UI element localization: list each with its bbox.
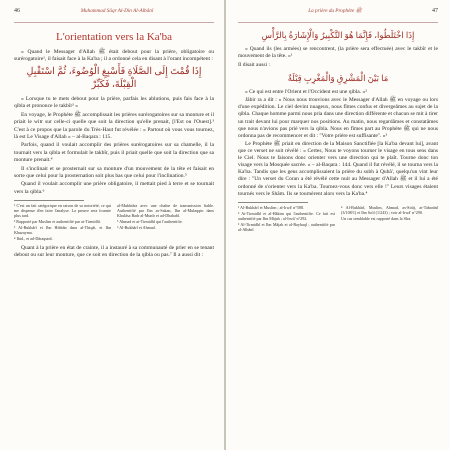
footnotes-left: [14, 203, 214, 242]
chapter-title: L'orientation vers la Ka'ba: [55, 31, 173, 43]
paragraph: Jâbir ra a dit : « Nous nous trouvions avec le Messager d'Allah ﷺ en voyage ou lors d'une expédition. Le ciel devint nuageux, nous fîmes confus et divergeâmes au sujet de la qibla. Chaque homme parmi nous pria dans une direction différente et chacun se mit à tirer un trait devant lui pour marquer nos positions. Au matin, nous regardâmes et constatâmes que nous n'avions pas prié vers la qibla. Nous en fîmes part au Prophète ﷺ qui ne nous ordonna pas de recommencer et dit : "Votre prière est suffisante". »³: [238, 97, 438, 139]
footnote: ² At-Tirmidhî et al-Hâkim qui l'authentifie. Ce fait est authentifié par Ibn Mâjah ; al-Irwâ' n°292.: [238, 211, 335, 222]
footnote: ³ Al-Tirmidhî et Ibn Mâjah et al-Bayhaqî ; authentifié par al-Albânî.: [238, 222, 335, 233]
arabic-quote: إِذَا قُمْتَ إِلَى الصَّلَاةِ فَأَسْبِغِ الْوُضُوءَ، ثُمَّ اسْتَقْبِلِ الْقِبْلَةَ، فَكَبِّرْ: [26, 67, 202, 91]
footnote: al-Mukhtâra avec une chaîne de transmission fiable. Authentifié par Ibn as-Sakan, Ibn al-Mulaqqin dans Khulâsa Badr al-Munîr et ad-Dhahabî.: [117, 203, 214, 219]
paragraph: Quant à la prière en état de crainte, il a instauré à sa communauté de prier en se tenant debout ou sur leur monture, que ce soit en direction de la qibla ou pas.⁷ Il a aussi dit :: [14, 245, 214, 259]
footnote: ³ Al-Bukhârî et Ibn Hibbân dans al-Thiqât, et Ibn Khuzayma.: [14, 225, 111, 236]
arabic-quote: مَا بَيْنَ الْمَشْرِقِ وَالْمَغْرِبِ قِبْلَةٌ: [287, 72, 389, 83]
footnotes-right: [238, 205, 438, 233]
page-number-right: 47: [431, 8, 438, 14]
footnote: ¹ C'est un fait catégorique en raison de sa notoriété, ce qui me dispense d'en faire l'analyse. La preuve sera fournie plus tard.: [14, 203, 111, 219]
footnote: ⁴ Ibid., et ad-Dâraqutnî.: [14, 236, 53, 242]
paragraph: « Lorsque tu te mets debout pour la prière, parfais les ablutions, puis fais face à la qibla et prononce le takbîr² »: [14, 96, 214, 110]
paragraph: « Quand le Messager d'Allah ﷺ était debout pour la prière, obligatoire ou surérogatoire¹, il faisait face à la Ka'ba ; il a ordonné cela en disant à l'orant incompétent :: [14, 49, 214, 63]
footnote: Un cas semblable est rapporté dans la Sîra.: [341, 216, 412, 222]
footnote: ² Rapporté par Muslim et authentifié par at-Tirmidhî.: [14, 219, 101, 225]
footnote: ¹ Al-Bukhârî et Muslim ; al-Irwâ' n°588.: [238, 205, 305, 211]
running-head-right: [238, 0, 438, 23]
paragraph: En voyage, le Prophète ﷺ accomplissait les prières surérogatoires sur sa monture et il priait le witr sur celle-ci quelle que soit la direction qu'elle prenait, [l'Est ou l'Ouest].³ C'est à ce propos que la parole du Très-Haut fut révélée : « Partout où vous vous tournez, là est Le Visage d'Allah » – al-Baqara : 115.: [14, 112, 214, 140]
running-head-right-text: La prière du Prophète ﷺ: [308, 8, 362, 14]
paragraph: « Quand ils (les armées) se rencontrent, (la prière sera effectuée) avec le takbîr et le mouvement de la tête. »¹: [238, 46, 438, 60]
page-number-left: 46: [14, 8, 20, 14]
arabic-quote: إِذَا اخْتَلَطُوا، فَإِنَّمَا هُوَ التَّكْبِيرُ وَالْإِشَارَةُ بِالرَّأْسِ: [261, 30, 415, 40]
footnote-rule: [14, 200, 84, 201]
footnote-rule: [238, 202, 308, 203]
left-page: [0, 0, 224, 450]
running-head-left: [14, 0, 214, 23]
paragraph: Parfois, quand il voulait accomplir des prières surérogatoires sur sa chamelle, il la tournait vers la qibla et formulait le takbîr, puis il priait quelle que soit la direction que sa monture prenait.⁴: [14, 142, 214, 163]
footnote: ⁵ Ahmad et at-Tirmidhî qui l'authentifie.: [117, 219, 183, 225]
paragraph: Il disait aussi :: [238, 61, 270, 68]
paragraph: Il s'inclinait et se prosternait sur sa monture d'un mouvement de la tête et faisait en sorte que celui pour la prosternation soit plus bas que celui pour l'inclination.⁵: [14, 165, 214, 179]
footnote: ⁴ Al-Bukhârî, Muslim, Ahmad, as-Sirâj, at-Tabarânî (3/108/1) et Ibn Sa'd (1/243) ; voir al-Irwâ' n°290.: [341, 205, 438, 216]
running-head-left-text: Muhammad Sâqr Al-Din Al-Albânî: [80, 8, 154, 14]
paragraph: Le Prophète ﷺ priait en direction de la Maison Sanctifiée [la Ka'ba devant lui], avant que ce verset ne soit révélé : « Certes, Nous te voyons tourner le visage en tous sens dans le Ciel. Nous te faisons donc orienter vers une direction qui te plaît. Tourne donc ton visage vers la Mosquée sacrée. » – al-Baqara : 144. Quand il fut révélé, il se tourna vers la Ka'ba. Tandis que les gens accomplissaient la prière du subh à Qubâ', quelqu'un vint leur dire : "Un verset du Coran a été révélé cette nuit au Messager d'Allah ﷺ et il lui a été ordonné de s'orienter vers la Ka'ba. Tournez-vous donc vers elle !" Leurs visages étaient tournés vers le Shâm. Ils se tournèrent alors vers la Ka'ba.⁴: [238, 141, 438, 197]
footnote: ⁶ Al-Bukhârî et Ahmad.: [117, 225, 156, 231]
paragraph: Quand il voulait accomplir une prière obligatoire, il mettait pied à terre et se tournait vers la qibla.⁶: [14, 181, 214, 195]
paragraph: « Ce qui est entre l'Orient et l'Occident est une qibla. »²: [245, 88, 367, 95]
right-page: [226, 0, 450, 450]
